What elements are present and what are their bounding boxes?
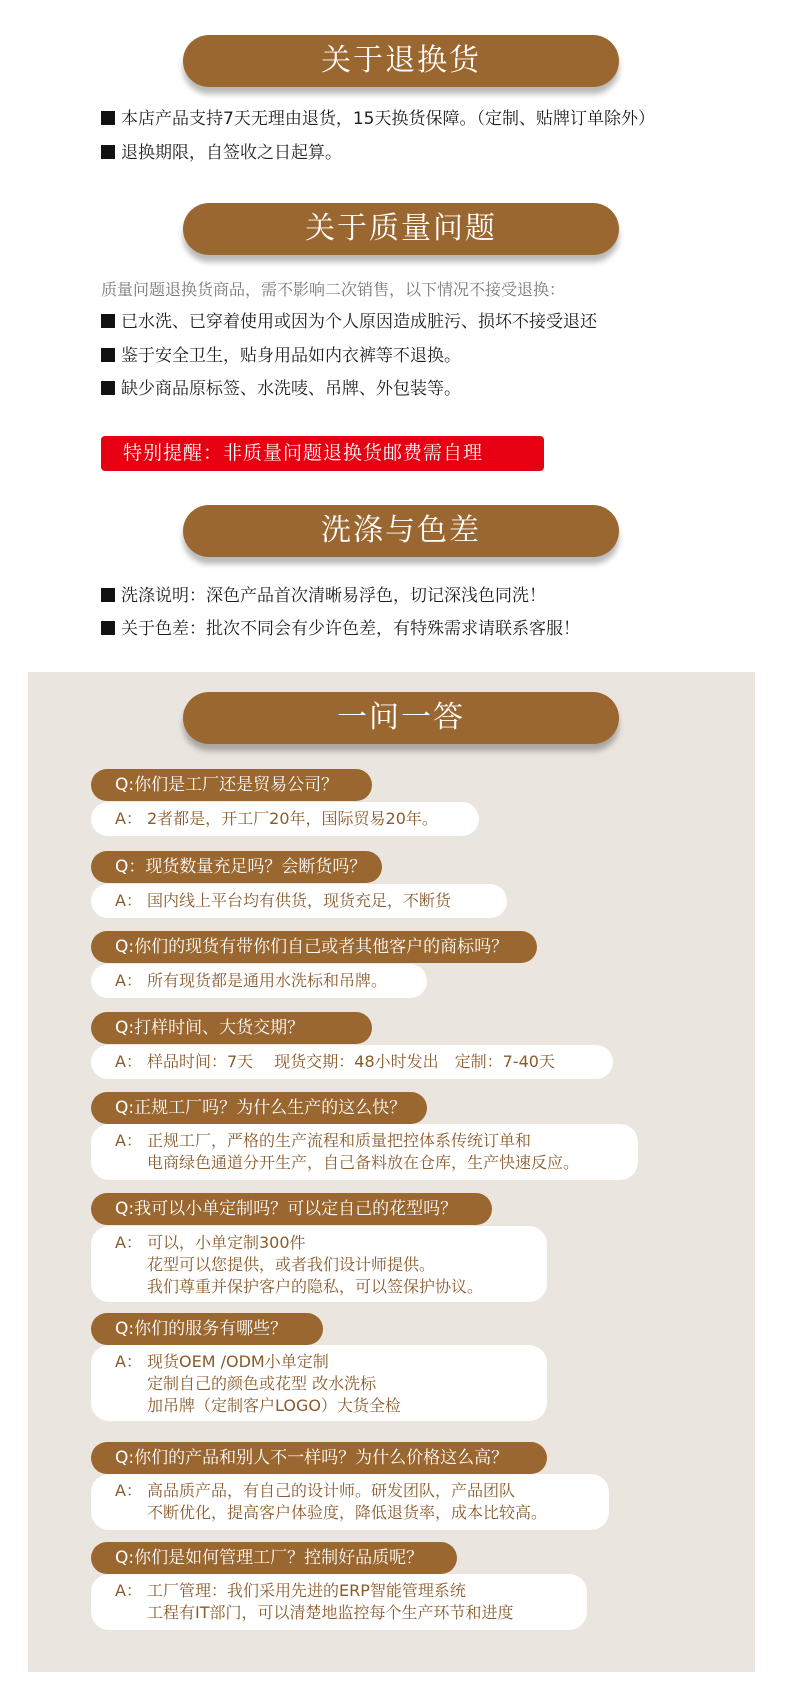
bullet-square-icon: [101, 621, 115, 635]
faq-answer-3: A： 所有现货都是通用水洗标和吊牌。: [91, 964, 427, 998]
answer-prefix: A：: [115, 809, 142, 828]
section-title-faq: 一问一答: [183, 692, 619, 744]
bullet-square-icon: [101, 314, 115, 328]
faq-answer-1: A： 2者都是，开工厂20年，国际贸易20年。: [91, 802, 479, 836]
answer-prefix: A：: [115, 971, 142, 990]
faq-answer-2: A： 国内线上平台均有供货，现货充足，不断货: [91, 884, 507, 918]
faq-question-3: Q:你们的现货有带你们自己或者其他客户的商标吗？: [91, 931, 537, 963]
bullet-square-icon: [101, 381, 115, 395]
faq-answer-7: A： 现货OEM /ODM小单定制 定制自己的颜色或花型 改水洗标 加吊牌（定制客户LOGO）大货全检: [91, 1345, 547, 1421]
faq-answer-8: A： 高品质产品，有自己的设计师。研发团队，产品团队 不断优化，提高客户体验度，降低退货率，成本比较高。: [91, 1474, 609, 1530]
faq-answer-6: A： 可以，小单定制300件 花型可以您提供，或者我们设计师提供。 我们尊重并保护客户的隐私，可以签保护协议。: [91, 1226, 547, 1302]
answer-prefix: A：: [115, 1481, 142, 1500]
bullet-square-icon: [101, 145, 115, 159]
special-reminder-banner: 特别提醒：非质量问题退换货邮费需自理: [101, 436, 544, 471]
washing-item-1: 洗涤说明：深色产品首次清晰易浮色，切记深浅色同洗！: [101, 585, 546, 607]
section-title-quality: 关于质量问题: [183, 203, 619, 255]
answer-prefix: A：: [115, 1052, 142, 1071]
quality-item-3: 缺少商品原标签、水洗唛、吊牌、外包装等。: [101, 378, 461, 400]
faq-question-7: Q:你们的服务有哪些？: [91, 1313, 323, 1345]
section-title-washing: 洗涤与色差: [183, 505, 619, 557]
faq-answer-9: A： 工厂管理：我们采用先进的ERP智能管理系统 工程有IT部门，可以清楚地监控每个生产环节和进度: [91, 1574, 587, 1630]
faq-question-5: Q:正规工厂吗？为什么生产的这么快？: [91, 1092, 427, 1124]
faq-question-2: Q：现货数量充足吗？会断货吗？: [91, 851, 382, 883]
quality-item-2: 鉴于安全卫生，贴身用品如内衣裤等不退换。: [101, 345, 461, 367]
answer-prefix: A：: [115, 1233, 142, 1252]
faq-question-6: Q:我可以小单定制吗？可以定自己的花型吗？: [91, 1193, 492, 1225]
returns-item-1: 本店产品支持7天无理由退货，15天换货保障。（定制、贴牌订单除外）: [101, 108, 655, 130]
section-title-returns: 关于退换货: [183, 35, 619, 87]
faq-answer-4: A： 样品时间：7天 现货交期：48小时发出 定制：7-40天: [91, 1045, 613, 1079]
washing-item-2: 关于色差：批次不同会有少许色差，有特殊需求请联系客服！: [101, 618, 580, 640]
answer-prefix: A：: [115, 891, 142, 910]
bullet-square-icon: [101, 111, 115, 125]
answer-prefix: A：: [115, 1131, 142, 1150]
faq-question-8: Q:你们的产品和别人不一样吗？为什么价格这么高？: [91, 1442, 547, 1474]
quality-intro: 质量问题退换货商品，需不影响二次销售，以下情况不接受退换：: [101, 280, 566, 299]
faq-answer-5: A： 正规工厂，严格的生产流程和质量把控体系传统订单和 电商绿色通道分开生产，自己备料放在仓库，生产快速反应。: [91, 1124, 638, 1180]
faq-question-4: Q:打样时间、大货交期？: [91, 1012, 372, 1044]
quality-item-1: 已水洗、已穿着使用或因为个人原因造成脏污、损坏不接受退还: [101, 311, 597, 333]
faq-question-1: Q:你们是工厂还是贸易公司？: [91, 769, 372, 801]
faq-question-9: Q:你们是如何管理工厂？控制好品质呢？: [91, 1542, 457, 1574]
returns-item-2: 退换期限，自签收之日起算。: [101, 142, 342, 164]
answer-prefix: A：: [115, 1352, 142, 1371]
bullet-square-icon: [101, 348, 115, 362]
answer-prefix: A：: [115, 1581, 142, 1600]
bullet-square-icon: [101, 588, 115, 602]
